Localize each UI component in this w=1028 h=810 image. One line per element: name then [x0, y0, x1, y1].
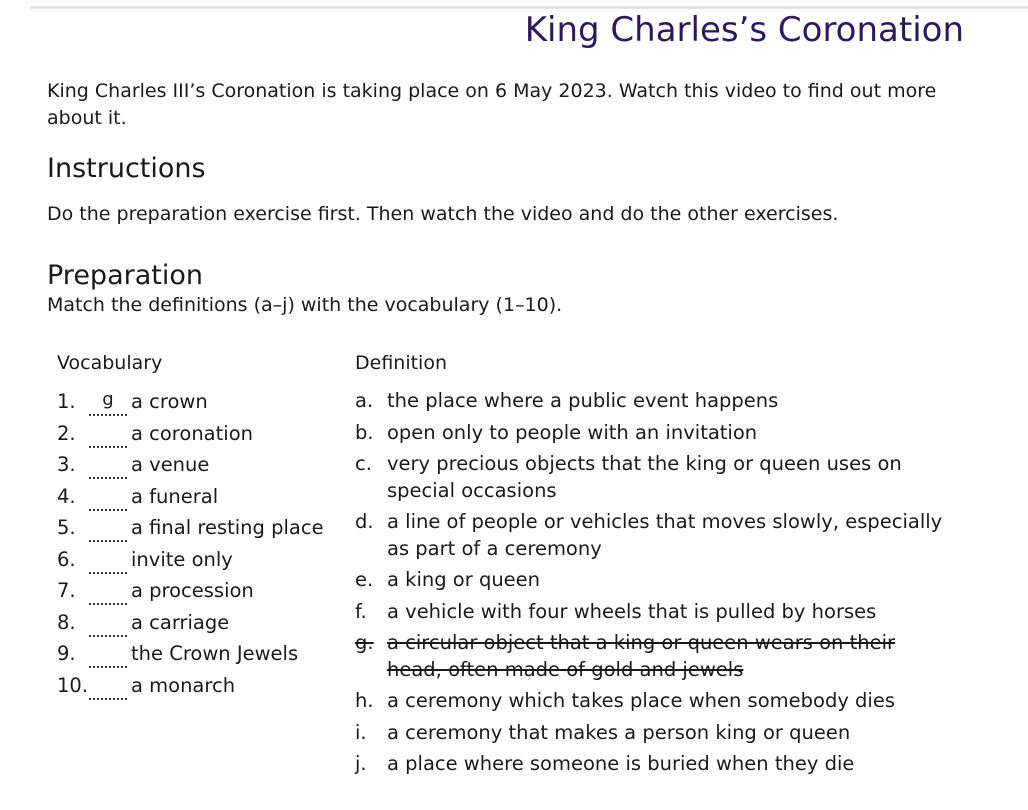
definition-text: open only to people with an invitation [387, 420, 758, 444]
vocab-number: 6. [57, 547, 76, 571]
definition-text: very precious objects that the king or queen uses on special occasions [387, 452, 902, 502]
answer-blank[interactable] [89, 674, 127, 700]
answer-blank[interactable] [89, 453, 127, 479]
definition-text: a circular object that a king or queen wears on their head, often made of gold and jewels [387, 631, 896, 681]
vocab-word: a funeral [131, 484, 219, 508]
vocab-number: 1. [57, 390, 76, 413]
vocab-number: 8. [57, 610, 76, 634]
definition-letter: d. [355, 510, 374, 533]
vocab-item [57, 609, 347, 641]
vocab-item [57, 420, 347, 452]
definition-item [355, 388, 955, 420]
vocab-item [57, 483, 347, 515]
vocab-number: 5. [57, 516, 76, 539]
vocab-number: 4. [57, 484, 76, 508]
definition-text: a line of people or vehicles that moves slowly, especially as part of a ceremony [387, 510, 943, 560]
vocab-item [57, 577, 347, 609]
vocab-word: a venue [131, 453, 210, 476]
vocabulary-column-heading: Vocabulary [57, 352, 163, 374]
vocab-item [57, 514, 347, 546]
definition-item [355, 751, 955, 783]
vocab-number: 2. [57, 421, 76, 445]
definition-item [355, 599, 955, 631]
definition-text: the place where a public event happens [387, 389, 779, 412]
answer-blank[interactable] [89, 485, 127, 511]
vocab-number: 3. [57, 453, 76, 476]
definition-item [355, 451, 955, 509]
vocab-word: a monarch [131, 673, 236, 697]
vocab-word: a crown [131, 390, 208, 413]
answer-blank[interactable]: g [89, 390, 127, 416]
vocab-item [57, 672, 347, 704]
vocab-item [57, 546, 347, 578]
definition-item [355, 509, 955, 567]
vocab-word: a carriage [131, 610, 230, 634]
definition-item [355, 420, 955, 452]
vocab-item [57, 451, 347, 483]
vocab-word: a procession [131, 579, 254, 602]
instructions-text: Do the preparation exercise first. Then watch the video and do the other exercises. [47, 203, 839, 225]
answer-blank[interactable] [89, 516, 127, 542]
definition-letter: h. [355, 689, 374, 712]
vocab-item [57, 388, 347, 420]
answer-blank[interactable] [89, 611, 127, 637]
definition-item [355, 720, 955, 752]
vocab-word: a final resting place [131, 516, 324, 539]
definition-list [355, 388, 955, 783]
vocab-word: a coronation [131, 421, 253, 445]
definition-item [355, 567, 955, 599]
definition-column-heading: Definition [355, 352, 448, 374]
definition-text: a king or queen [387, 568, 541, 591]
preparation-heading: Preparation [47, 260, 203, 291]
answer-blank[interactable] [89, 579, 127, 605]
definition-letter: i. [355, 720, 367, 744]
vocab-number: 10. [57, 673, 89, 697]
definition-item [355, 630, 955, 688]
definition-text: a ceremony that makes a person king or queen [387, 720, 851, 744]
answer-blank[interactable] [89, 642, 127, 668]
vocab-number: 9. [57, 642, 76, 665]
answer-blank[interactable] [89, 422, 127, 448]
page-title: King Charles’s Coronation [524, 10, 964, 50]
definition-letter: e. [355, 568, 374, 591]
vocabulary-list [57, 388, 347, 703]
definition-letter: b. [355, 420, 374, 444]
definition-letter: g. [355, 631, 374, 654]
preparation-subtitle: Match the definitions (a–j) with the vocabulary (1–10). [47, 294, 563, 316]
top-divider [30, 6, 1028, 9]
answer-blank[interactable] [89, 548, 127, 574]
intro-paragraph: King Charles III’s Coronation is taking place on 6 May 2023. Watch this video to find out more about it. [47, 80, 937, 129]
definition-text: a ceremony which takes place when somebody dies [387, 689, 896, 712]
definition-letter: f. [355, 599, 367, 623]
vocab-word: the Crown Jewels [131, 642, 299, 665]
instructions-heading: Instructions [47, 153, 206, 184]
definition-text: a place where someone is buried when they die [387, 752, 855, 775]
definition-letter: c. [355, 452, 372, 475]
definition-item [355, 688, 955, 720]
vocab-number: 7. [57, 579, 76, 602]
vocab-word: invite only [131, 547, 233, 571]
definition-letter: a. [355, 389, 374, 412]
definition-letter: j. [355, 752, 367, 775]
vocab-item [57, 640, 347, 672]
definition-text: a vehicle with four wheels that is pulled by horses [387, 599, 877, 623]
